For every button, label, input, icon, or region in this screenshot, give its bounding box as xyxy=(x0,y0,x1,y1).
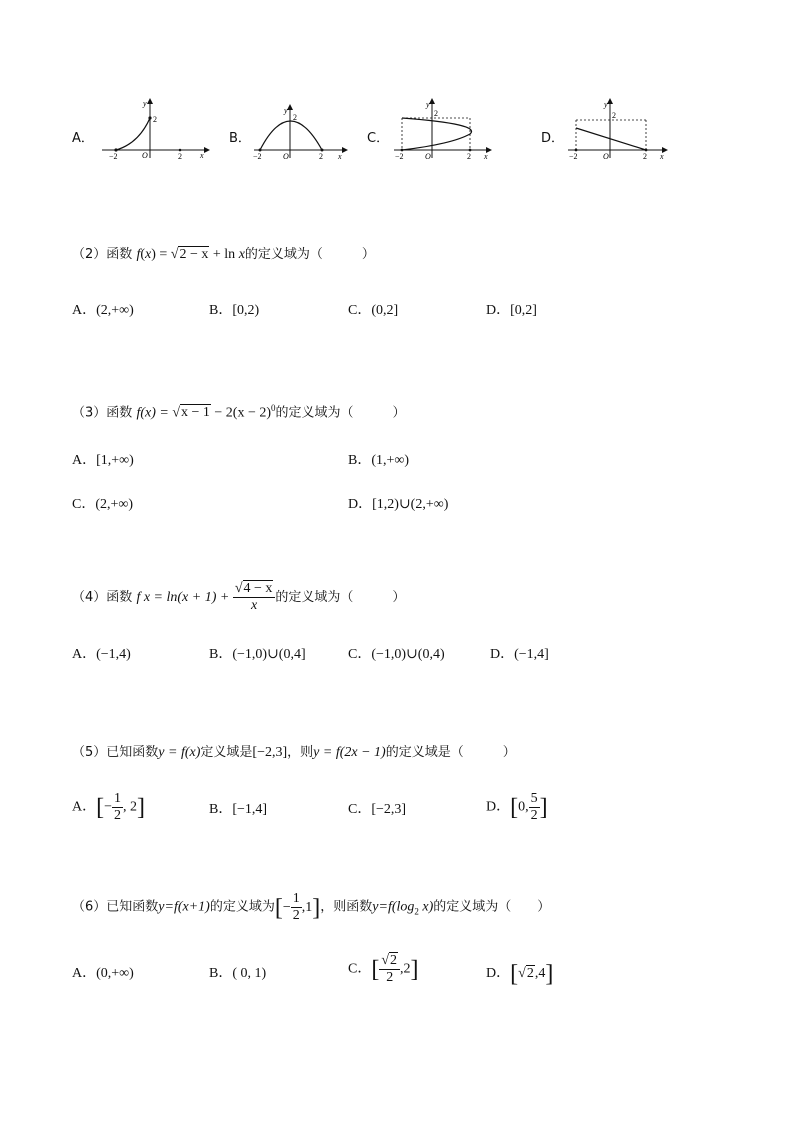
svg-text:−2: −2 xyxy=(253,152,262,161)
svg-text:2: 2 xyxy=(643,152,647,161)
svg-text:y: y xyxy=(284,106,288,115)
q3-option-b[interactable]: B．(1,+∞) xyxy=(348,453,410,468)
q3-option-c[interactable]: C．(2,+∞) xyxy=(72,497,134,512)
svg-text:−2: −2 xyxy=(569,152,578,161)
q2-option-c[interactable]: C．(0,2] xyxy=(348,303,399,318)
q3-option-d[interactable]: D．[1,2)∪(2,+∞) xyxy=(348,497,449,512)
q4-option-a[interactable]: A．(−1,4) xyxy=(72,647,131,662)
graph-a xyxy=(100,96,210,162)
svg-text:y: y xyxy=(426,100,430,109)
graph-b xyxy=(252,104,350,162)
question-2-stem: （2）函数 f(x) = √2 − x + ln x的定义域为（ ） xyxy=(72,247,375,262)
graph-c xyxy=(392,98,494,162)
svg-text:O: O xyxy=(425,152,431,161)
q5-option-b[interactable]: B．[−1,4] xyxy=(209,802,268,817)
q2-option-b[interactable]: B．[0,2) xyxy=(209,303,260,318)
graph-d xyxy=(566,98,670,162)
graph-label-b[interactable]: B． xyxy=(229,131,251,146)
svg-text:−2: −2 xyxy=(395,152,404,161)
q6-option-b[interactable]: B．( 0, 1) xyxy=(209,966,267,981)
svg-text:2: 2 xyxy=(434,109,438,118)
q5-option-a[interactable]: A．[− $\frac{1}{2}$ , 2] xyxy=(72,791,146,823)
svg-text:O: O xyxy=(603,152,609,161)
x-axis-label: x xyxy=(200,151,204,160)
question-4-stem: （4）函数 f x = ln(x + 1) + $\frac{√4 - x}{x}$ 的定义域为（ ） xyxy=(72,581,406,613)
graph-label-a[interactable]: A． xyxy=(72,131,94,146)
q4-option-d[interactable]: D．(−1,4] xyxy=(490,647,549,662)
graph-label-c[interactable]: C． xyxy=(367,131,390,146)
q4-option-c[interactable]: C．(−1,0)∪(0,4) xyxy=(348,647,445,662)
q4-option-b[interactable]: B．(−1,0)∪(0,4] xyxy=(209,647,306,662)
svg-text:O: O xyxy=(283,152,289,161)
svg-text:2: 2 xyxy=(612,111,616,120)
question-3-stem: （3）函数 $f(x) = √x - 1 - 2(x - 2)^0$的定义域为（ ） xyxy=(72,403,406,421)
svg-text:x: x xyxy=(660,152,664,161)
q5-option-c[interactable]: C．[−2,3] xyxy=(348,802,407,817)
svg-text:2: 2 xyxy=(319,152,323,161)
graph-label-d[interactable]: D． xyxy=(541,131,565,146)
q2-option-d[interactable]: D．[0,2] xyxy=(486,303,537,318)
svg-text:x: x xyxy=(484,152,488,161)
question-5-stem: （5）已知函数y = f(x)定义域是[−2,3]，则y = f(2x − 1)的定义域是（ ） xyxy=(72,745,516,760)
q6-option-a[interactable]: A．(0,+∞) xyxy=(72,966,134,981)
question-6-stem: （6）已知函数y=f(x+1)的定义域为[− $\frac{1}{2}$ ,1]，则函数$y=f(\log_2$ x)的定义域为（ ） xyxy=(72,891,551,923)
y-axis-label: y xyxy=(143,99,147,108)
y-tick-2: 2 xyxy=(153,115,157,124)
origin-label: O xyxy=(142,151,148,160)
svg-text:2: 2 xyxy=(467,152,471,161)
q3-option-a[interactable]: A．[1,+∞) xyxy=(72,453,134,468)
q5-option-d[interactable]: D．[0, $\frac{5}{2}$ ] xyxy=(486,791,548,823)
svg-text:2: 2 xyxy=(293,113,297,122)
q6-option-d[interactable]: D．[√2,4] xyxy=(486,961,554,987)
svg-text:y: y xyxy=(604,100,608,109)
tick-neg2: −2 xyxy=(109,152,118,161)
q2-option-a[interactable]: A．(2,+∞) xyxy=(72,303,134,318)
svg-text:x: x xyxy=(338,152,342,161)
tick-2: 2 xyxy=(178,152,182,161)
q6-option-c[interactable]: C．[ $\frac{√2}{2}$ ,2] xyxy=(348,953,419,985)
